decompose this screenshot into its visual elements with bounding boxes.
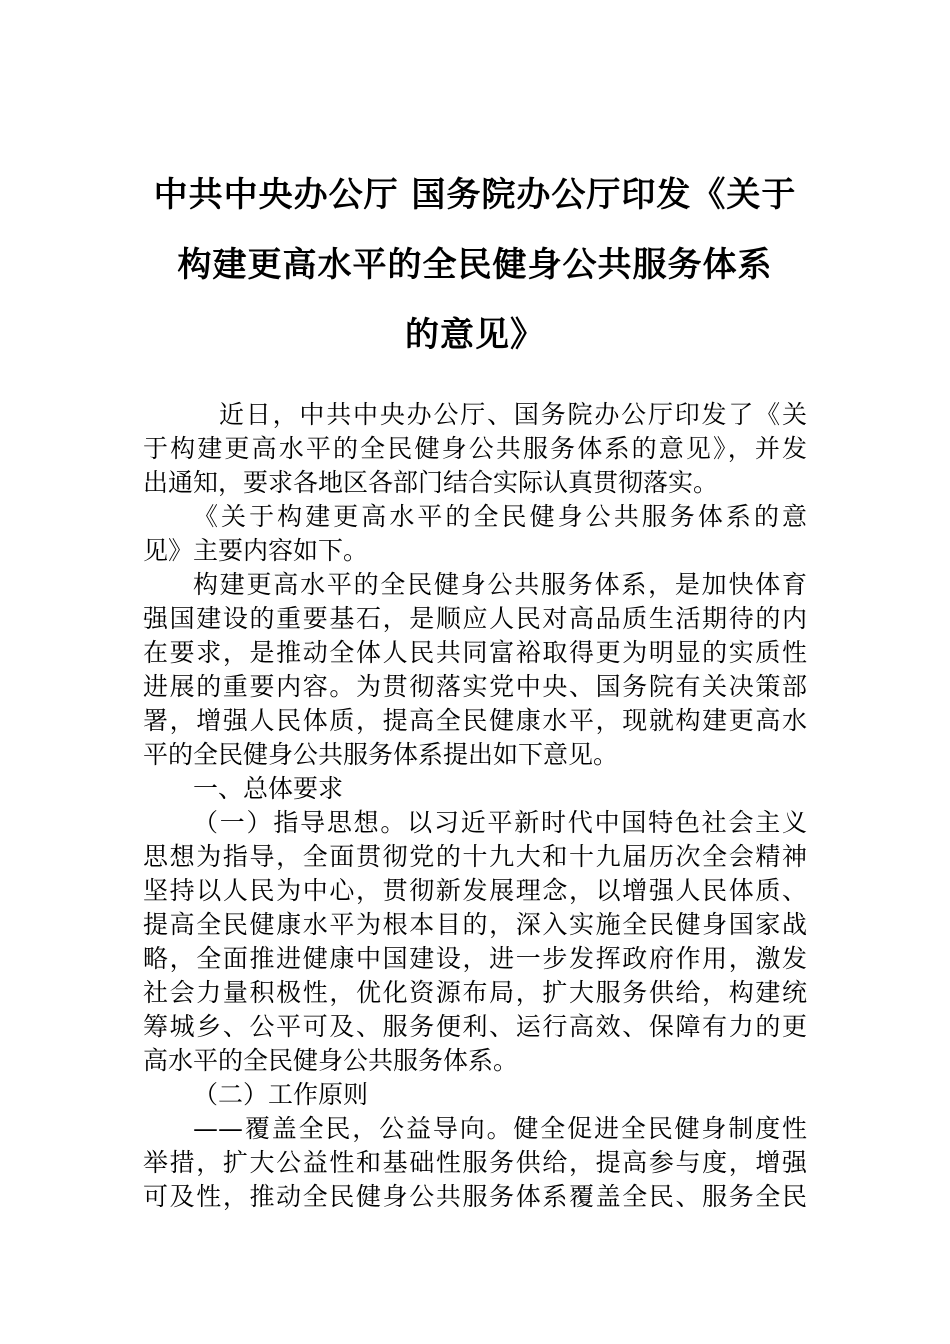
body-line: 构建更高水平的全民健身公共服务体系，是加快体育 [193, 570, 807, 599]
body-line: 在要求，是推动全体人民共同富裕取得更为明显的实质性 [143, 638, 807, 667]
body-line: 署，增强人民体质，提高全民健康水平，现就构建更高水 [143, 706, 807, 735]
section-heading: 一、总体要求 [193, 774, 344, 803]
document-body [143, 398, 807, 1214]
body-line: ——覆盖全民，公益导向。健全促进全民健身制度性 [193, 1114, 807, 1143]
body-line: 近日，中共中央办公厅、国务院办公厅印发了《关 [219, 400, 807, 429]
body-line: 社会力量积极性，优化资源布局，扩大服务供给，构建统 [143, 978, 807, 1007]
body-line: 《关于构建更高水平的全民健身公共服务体系的意 [193, 502, 807, 531]
body-line: 见》主要内容如下。 [143, 536, 369, 565]
body-line: （一）指导思想。以习近平新时代中国特色社会主义 [193, 808, 807, 837]
body-line: 平的全民健身公共服务体系提出如下意见。 [143, 740, 619, 769]
body-line: 举措，扩大公益性和基础性服务供给，提高参与度，增强 [143, 1148, 807, 1177]
document-title [145, 160, 805, 370]
body-line: 强国建设的重要基石，是顺应人民对高品质生活期待的内 [143, 604, 807, 633]
body-line: 提高全民健康水平为根本目的，深入实施全民健身国家战 [143, 910, 807, 939]
subsection-heading: （二）工作原则 [193, 1080, 369, 1109]
body-line: 于构建更高水平的全民健身公共服务体系的意见》，并发 [143, 434, 807, 463]
body-line: 筹城乡、公平可及、服务便利、运行高效、保障有力的更 [143, 1012, 807, 1041]
title-line-3: 的意见》 [405, 315, 545, 355]
body-line: 坚持以人民为中心，贯彻新发展理念，以增强人民体质、 [143, 876, 807, 905]
title-line-1: 中共中央办公厅 国务院办公厅印发《关于 [153, 175, 797, 215]
body-line: 思想为指导，全面贯彻党的十九大和十九届历次全会精神 [143, 842, 807, 871]
body-line: 可及性，推动全民健身公共服务体系覆盖全民、服务全民 [143, 1182, 807, 1211]
title-line-2: 构建更高水平的全民健身公共服务体系 [177, 245, 773, 285]
body-line: 略，全面推进健康中国建设，进一步发挥政府作用，激发 [143, 944, 807, 973]
body-line: 高水平的全民健身公共服务体系。 [143, 1046, 519, 1075]
body-line: 进展的重要内容。为贯彻落实党中央、国务院有关决策部 [143, 672, 807, 701]
body-line: 出通知，要求各地区各部门结合实际认真贯彻落实。 [143, 468, 719, 497]
